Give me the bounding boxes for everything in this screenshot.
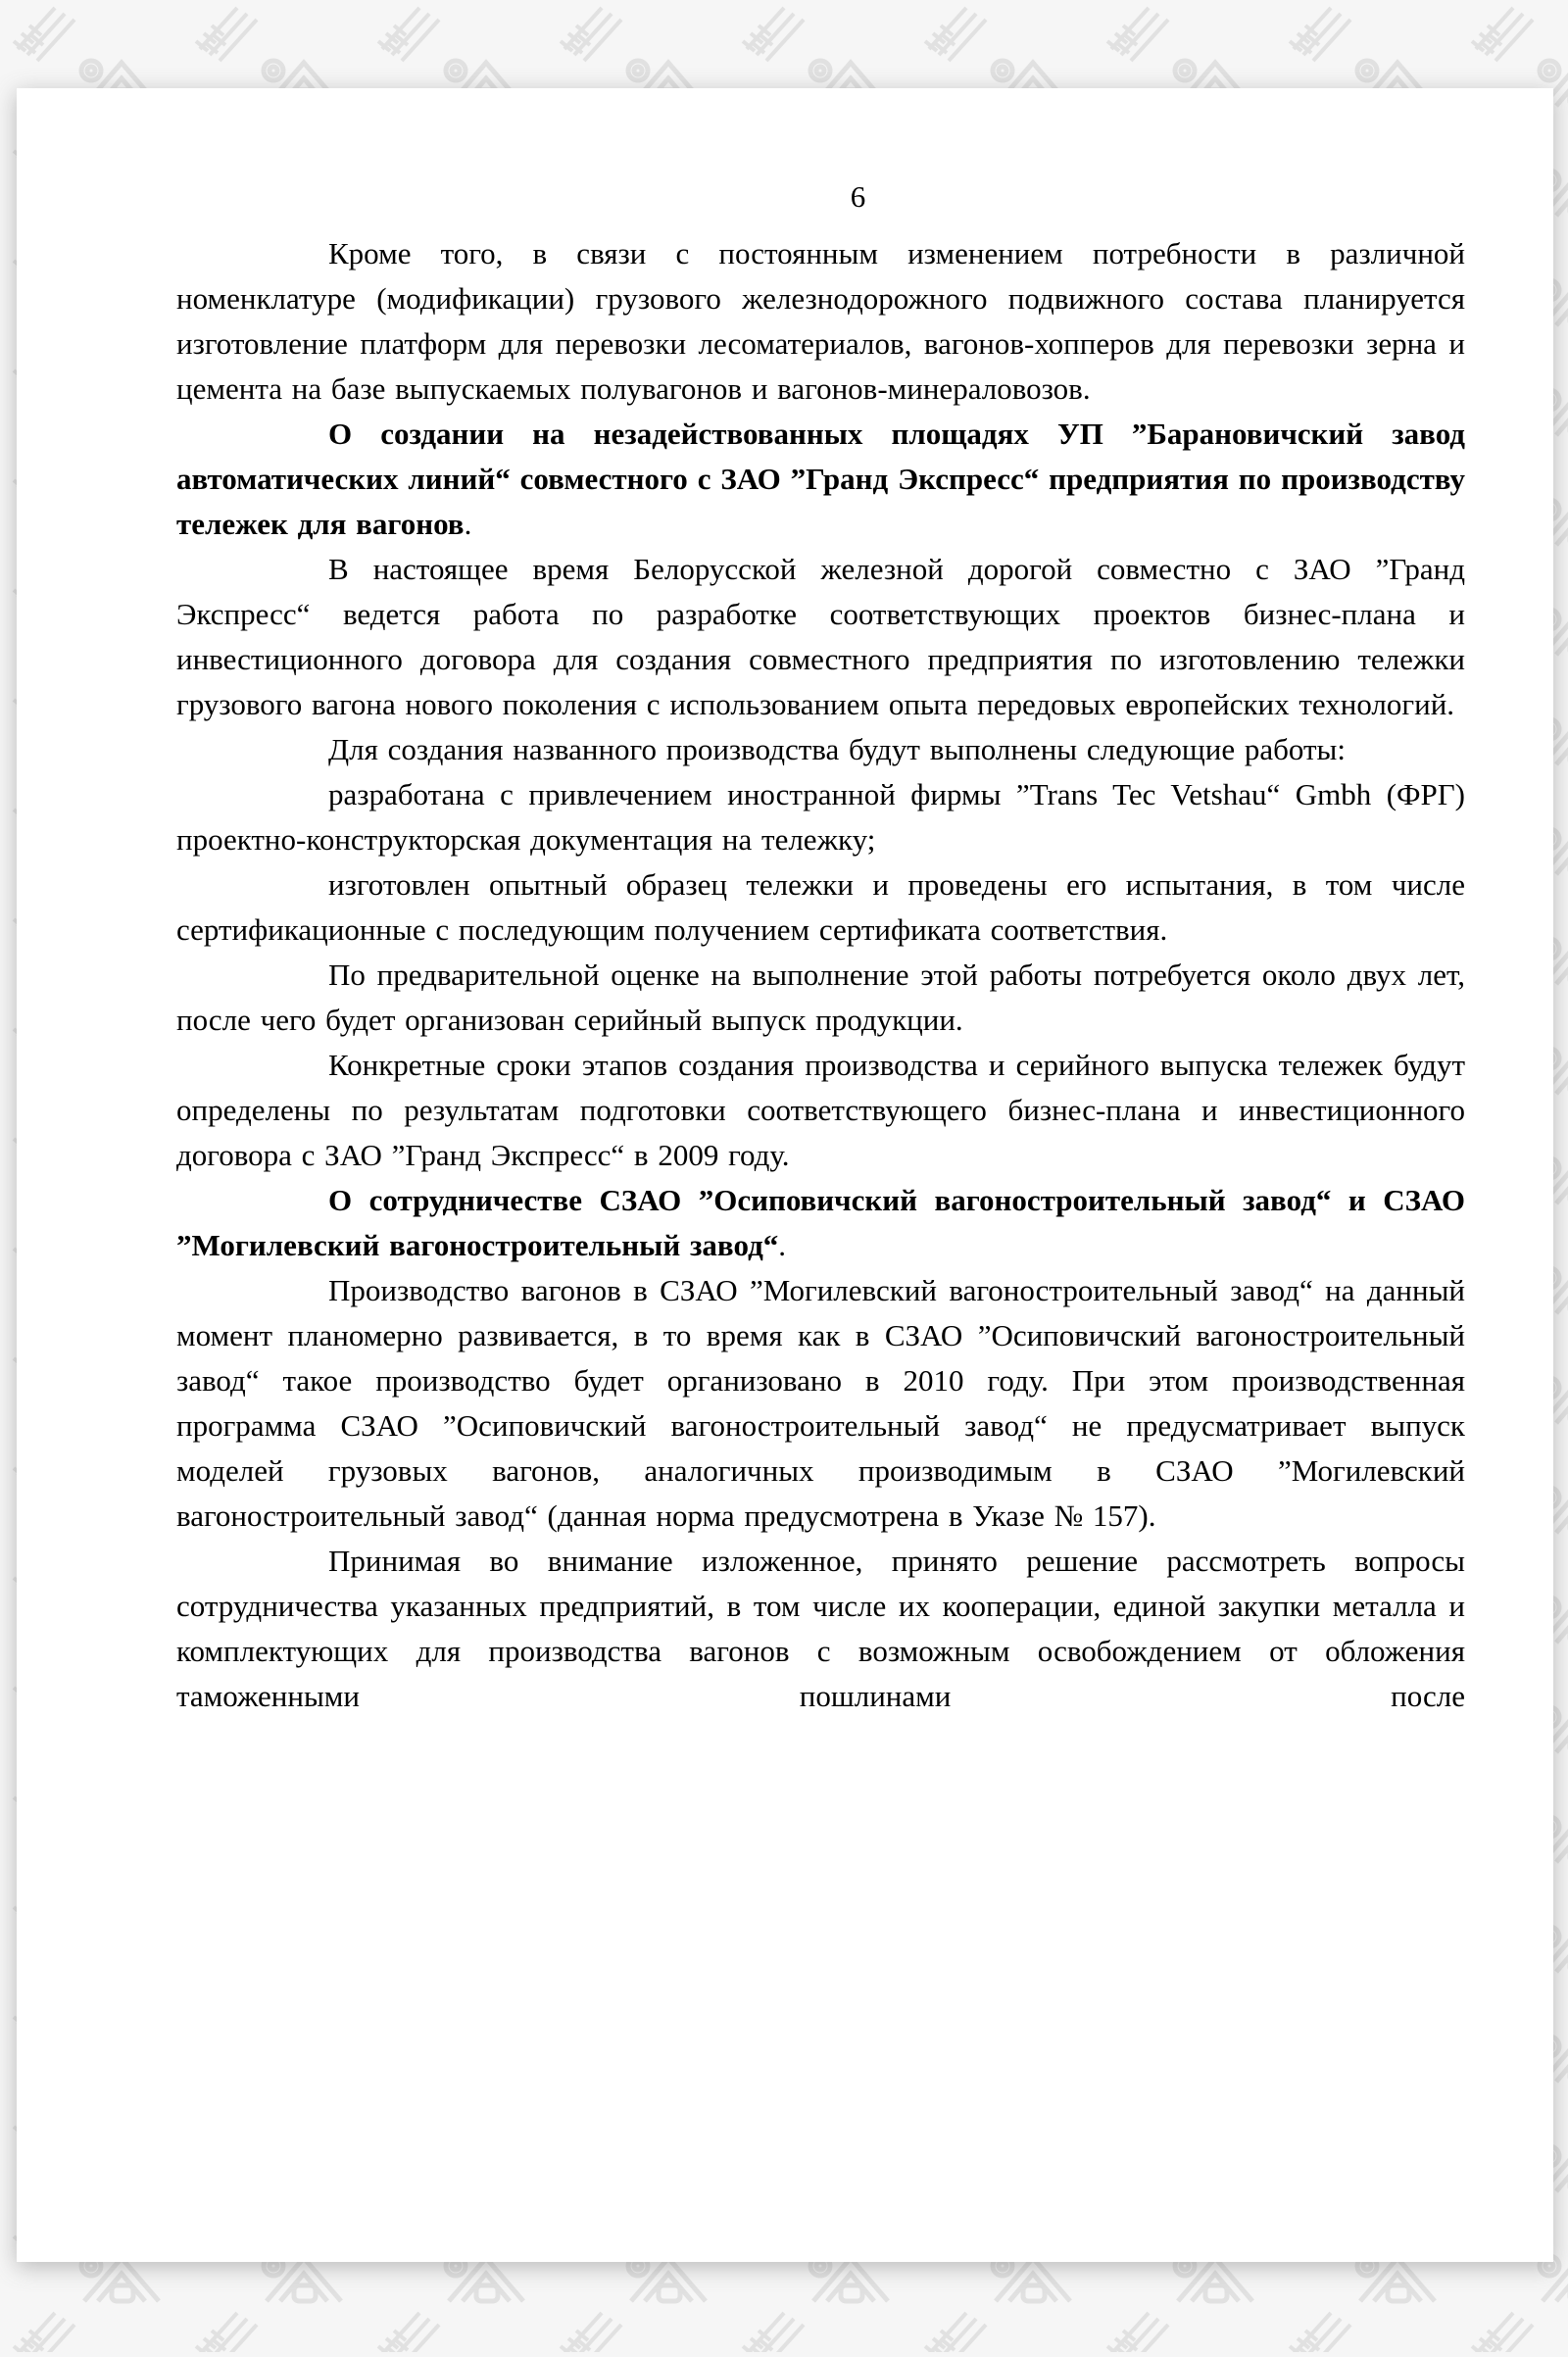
page-number: 6 — [850, 179, 866, 214]
body-paragraph: По предварительной оценке на выполнение этой работы потребуется около двух лет, после чего будет организован серийный выпуск продукции. — [176, 958, 1465, 1037]
section-heading-paragraph: О сотрудничестве СЗАО ”Осиповичский вагоностроительный завод“ и СЗАО ”Могилевский вагоностроительный завод“. — [176, 1183, 1465, 1262]
document-body — [176, 231, 1465, 1719]
body-paragraph: Конкретные сроки этапов создания производства и серийного выпуска тележек будут определены по результатам подготовки соответствующего бизнес-плана и инвестиционного договора с ЗАО ”Гранд Экспресс“ в 2009 году. — [176, 1048, 1465, 1172]
body-paragraph: Кроме того, в связи с постоянным изменением потребности в различной номенклатуре (модификации) грузового железнодорожного подвижного состава планируется изготовление платформ для перевозки лесоматериалов, вагонов-хопперов для перевозки зерна и цемента на базе выпускаемых полувагонов и вагонов-минераловозов. — [176, 236, 1465, 406]
body-paragraph: изготовлен опытный образец тележки и проведены его испытания, в том числе сертификационные с последующим получением сертификата соответствия. — [176, 867, 1465, 947]
section-heading-paragraph: О создании на незадействованных площадях УП ”Барановичский завод автоматических линий“ совместного с ЗАО ”Гранд Экспресс“ предприятия по производству тележек для вагонов. — [176, 417, 1465, 541]
paragraph-suffix: . — [778, 1228, 787, 1262]
body-paragraph: Для создания названного производства будут выполнены следующие работы: — [328, 732, 1346, 766]
body-paragraph: Принимая во внимание изложенное, принято решение рассмотреть вопросы сотрудничества указанных предприятий, в том числе их кооперации, единой закупки металла и комплектующих для производства вагонов с возможным освобождением от обложения таможенными пошлинами после — [176, 1544, 1465, 1713]
paragraph-suffix: . — [464, 507, 472, 541]
body-paragraph: Производство вагонов в СЗАО ”Могилевский вагоностроительный завод“ на данный момент планомерно развивается, в то время как в СЗАО ”Осиповичский вагоностроительный завод“ такое производство будет организовано в 2010 году. При этом производственная программа СЗАО ”Осиповичский вагоностроительный завод“ не предусматривает выпуск моделей грузовых вагонов, аналогичных производимым в СЗАО ”Могилевский вагоностроительный завод“ (данная норма предусмотрена в Указе № 157). — [176, 1273, 1465, 1533]
body-paragraph: В настоящее время Белорусской железной дорогой совместно с ЗАО ”Гранд Экспресс“ ведется работа по разработке соответствующих проектов бизнес-плана и инвестиционного договора для создания совместного предприятия по изготовлению тележки грузового вагона нового поколения с использованием опыта передовых европейских технологий. — [176, 552, 1465, 721]
body-paragraph: разработана с привлечением иностранной фирмы ”Trans Tec Vetshau“ Gmbh (ФРГ) проектно-конструкторская документация на тележку; — [176, 777, 1465, 857]
document-page — [17, 88, 1553, 2262]
